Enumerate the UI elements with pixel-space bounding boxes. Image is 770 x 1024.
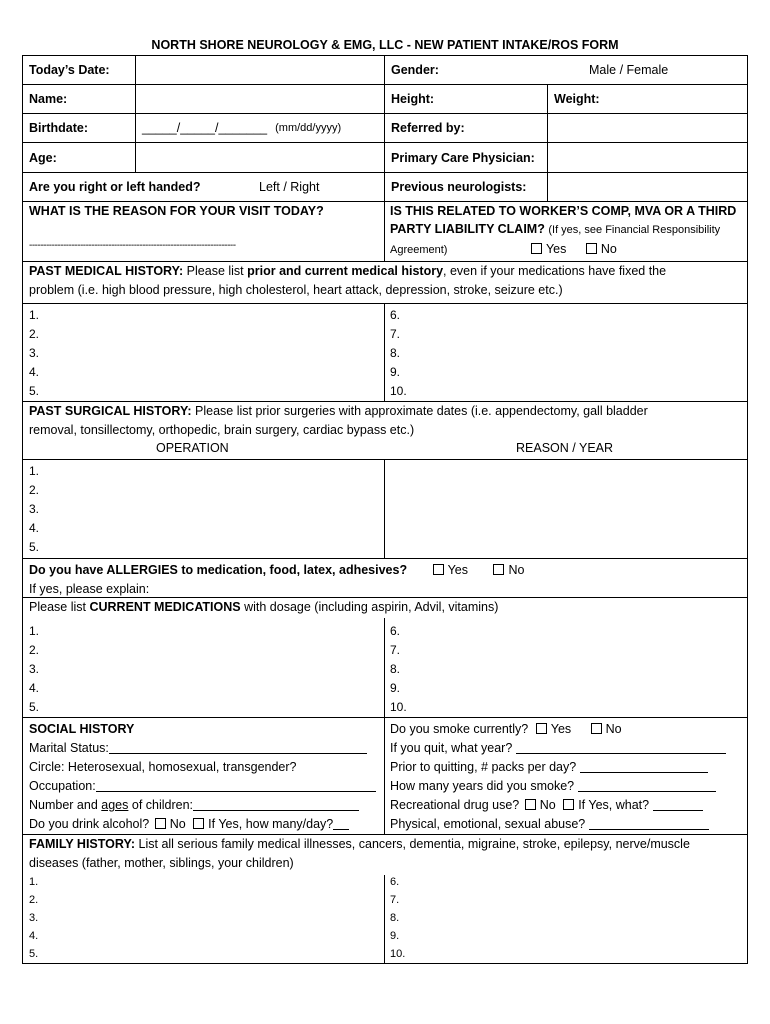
occupation-field[interactable] [96, 779, 376, 792]
drug-yes-checkbox[interactable] [563, 799, 574, 810]
abuse-field[interactable] [589, 817, 709, 830]
birthdate-blank: _____/_____/_______ [142, 121, 268, 135]
drug-field[interactable] [653, 798, 703, 811]
alcohol-no-label: No [169, 817, 186, 831]
row-handed [23, 173, 747, 202]
handed-options[interactable]: Left / Right [259, 180, 320, 194]
family-item-10[interactable]: 10. [390, 948, 406, 960]
gender-label: Gender: [391, 63, 439, 77]
age-label: Age: [29, 150, 57, 165]
claim-question-line1: IS THIS RELATED TO WORKER’S COMP, MVA OR A THIRD [390, 204, 737, 218]
drug-question: Recreational drug use? [390, 798, 520, 812]
pcp-field[interactable] [548, 143, 748, 172]
drug-no-label: No [539, 798, 556, 812]
family-text-2: diseases (father, mother, siblings, your children) [29, 856, 294, 870]
birthdate-format: (mm/dd/yyyy) [275, 122, 342, 134]
children-label-1: Number and [29, 798, 98, 812]
todays-date-label: Today’s Date: [29, 63, 110, 77]
smoke-yes-label: Yes [550, 722, 572, 736]
claim-note-2: Agreement) [390, 244, 448, 256]
meds-item-8[interactable]: 8. [390, 662, 401, 676]
family-text-1: List all serious family medical illnesses, cancers, dementia, migraine, stroke, epilepsy, nerve/muscle [138, 837, 690, 851]
smoke-yes-option[interactable] [532, 722, 571, 736]
social-heading: SOCIAL HISTORY [29, 722, 135, 736]
gender-options[interactable]: Male / Female [589, 63, 669, 77]
alcohol-yes-label: If Yes, how many/day? [208, 817, 334, 831]
pmh-item-7[interactable]: 7. [390, 327, 401, 341]
abuse-question: Physical, emotional, sexual abuse? [390, 817, 586, 831]
family-item-8[interactable]: 8. [390, 912, 400, 924]
psh-text-2: removal, tonsillectomy, orthopedic, brain surgery, cardiac bypass etc.) [29, 423, 415, 437]
drug-no-checkbox[interactable] [525, 799, 536, 810]
weight-label: Weight: [554, 92, 600, 106]
row-name-height [23, 85, 747, 114]
pmh-item-5[interactable]: 5. [29, 384, 40, 398]
meds-item-1[interactable]: 1. [29, 624, 40, 638]
family-item-3[interactable]: 3. [29, 912, 39, 924]
orientation-question[interactable]: Circle: Heterosexual, homosexual, transgender? [29, 760, 297, 774]
claim-no-checkbox[interactable] [586, 243, 597, 254]
pmh-item-10[interactable]: 10. [390, 384, 407, 398]
pcp-label: Primary Care Physician: [391, 150, 535, 165]
psh-item-1[interactable]: 1. [29, 464, 40, 478]
meds-item-9[interactable]: 9. [390, 681, 401, 695]
pmh-item-1[interactable]: 1. [29, 308, 40, 322]
children-label-ages: ages [101, 798, 129, 812]
pmh-text-3: problem (i.e. high blood pressure, high cholesterol, heart attack, depression, stroke, seizure etc.) [29, 283, 563, 297]
section-current-medications [23, 598, 747, 718]
meds-item-4[interactable]: 4. [29, 681, 40, 695]
pmh-text-1: Please list [186, 264, 244, 278]
pmh-item-3[interactable]: 3. [29, 346, 40, 360]
meds-text-2: with dosage (including aspirin, Advil, vitamins) [244, 600, 499, 614]
claim-question-line2: PARTY LIABILITY CLAIM? [390, 222, 545, 236]
allergies-explain[interactable]: If yes, please explain: [29, 582, 150, 596]
marital-field[interactable] [109, 741, 367, 754]
todays-date-field[interactable] [136, 56, 384, 84]
pmh-item-8[interactable]: 8. [390, 346, 401, 360]
allergies-no-checkbox[interactable] [493, 564, 504, 575]
allergies-yes-option[interactable] [423, 563, 468, 577]
quit-field[interactable] [516, 741, 726, 754]
smoke-no-checkbox[interactable] [591, 723, 602, 734]
family-item-2[interactable]: 2. [29, 894, 39, 906]
years-question: How many years did you smoke? [390, 779, 575, 793]
pmh-item-9[interactable]: 9. [390, 365, 401, 379]
family-item-6[interactable]: 6. [390, 876, 400, 888]
psh-col-operation: OPERATION [156, 441, 229, 455]
row-birthdate [23, 114, 747, 143]
meds-item-2[interactable]: 2. [29, 643, 40, 657]
alcohol-field[interactable] [333, 817, 349, 830]
referred-by-field[interactable] [548, 114, 748, 142]
alcohol-yes-option[interactable] [189, 817, 333, 831]
meds-item-3[interactable]: 3. [29, 662, 40, 676]
psh-heading: PAST SURGICAL HISTORY: [29, 404, 192, 418]
name-field[interactable] [136, 85, 384, 113]
claim-yes-option[interactable] [521, 242, 566, 256]
meds-item-5[interactable]: 5. [29, 700, 40, 714]
alcohol-no-option[interactable] [153, 817, 186, 831]
pmh-item-2[interactable]: 2. [29, 327, 40, 341]
birthdate-field[interactable] [136, 114, 384, 142]
allergies-no-label: No [508, 563, 525, 577]
prev-neuro-field[interactable] [548, 173, 748, 201]
allergies-question: Do you have ALLERGIES to medication, food, latex, adhesives? [29, 563, 408, 577]
psh-item-3[interactable]: 3. [29, 502, 40, 516]
occupation-label: Occupation: [29, 779, 96, 793]
family-item-9[interactable]: 9. [390, 930, 400, 942]
reason-question: WHAT IS THE REASON FOR YOUR VISIT TODAY? [29, 204, 324, 218]
smoke-yes-checkbox[interactable] [536, 723, 547, 734]
claim-yes-label: Yes [545, 242, 567, 256]
psh-col-reason: REASON / YEAR [516, 441, 614, 455]
claim-note: (If yes, see Financial Responsibility [548, 224, 721, 236]
children-label-2: of children: [131, 798, 194, 812]
row-date-gender [23, 56, 747, 85]
age-field[interactable] [136, 143, 384, 172]
allergies-no-option[interactable] [483, 563, 524, 577]
drug-yes-label: If Yes, what? [578, 798, 650, 812]
meds-item-7[interactable]: 7. [390, 643, 401, 657]
alcohol-yes-checkbox[interactable] [193, 818, 204, 829]
psh-text-1: Please list prior surgeries with approximate dates (i.e. appendectomy, gall bladder [195, 404, 648, 418]
alcohol-question: Do you drink alcohol? [29, 817, 150, 831]
row-age-pcp [23, 143, 747, 173]
allergies-yes-label: Yes [447, 563, 468, 577]
claim-yes-checkbox[interactable] [531, 243, 542, 254]
birthdate-label: Birthdate: [29, 121, 89, 135]
packs-field[interactable] [580, 760, 708, 773]
section-allergies [23, 559, 747, 598]
psh-item-5[interactable]: 5. [29, 540, 40, 554]
alcohol-no-checkbox[interactable] [155, 818, 166, 829]
pmh-item-4[interactable]: 4. [29, 365, 40, 379]
claim-no-label: No [600, 242, 617, 256]
pmh-heading: PAST MEDICAL HISTORY: [29, 264, 184, 278]
reason-dashes[interactable]: ------------------------------------------------------------------------- [29, 240, 236, 251]
packs-question: Prior to quitting, # packs per day? [390, 760, 577, 774]
prev-neuro-label: Previous neurologists: [391, 180, 527, 194]
years-field[interactable] [578, 779, 716, 792]
section-past-surgical-history [23, 402, 747, 559]
referred-by-label: Referred by: [391, 121, 465, 135]
meds-item-6[interactable]: 6. [390, 624, 401, 638]
smoke-no-label: No [605, 722, 622, 736]
family-item-5[interactable]: 5. [29, 948, 39, 960]
meds-text-bold: CURRENT MEDICATIONS [89, 600, 241, 614]
psh-item-4[interactable]: 4. [29, 521, 40, 535]
meds-text-1: Please list [29, 600, 86, 614]
section-social-history [23, 718, 747, 835]
handed-label: Are you right or left handed? [29, 180, 201, 194]
psh-item-2[interactable]: 2. [29, 483, 40, 497]
marital-label: Marital Status: [29, 741, 109, 755]
children-field[interactable] [193, 798, 359, 811]
smoke-no-option[interactable] [581, 722, 622, 736]
pmh-item-6[interactable]: 6. [390, 308, 401, 322]
intake-form [22, 55, 748, 964]
family-item-7[interactable]: 7. [390, 894, 400, 906]
drug-yes-option[interactable] [559, 798, 649, 812]
section-past-medical-history [23, 262, 747, 402]
quit-question: If you quit, what year? [390, 741, 513, 755]
meds-item-10[interactable]: 10. [390, 700, 407, 714]
pmh-text-bold: prior and current medical history [247, 264, 444, 278]
family-item-1[interactable]: 1. [29, 876, 39, 888]
drug-no-option[interactable] [523, 798, 556, 812]
smoke-question: Do you smoke currently? [390, 722, 529, 736]
form-title: NORTH SHORE NEUROLOGY & EMG, LLC - NEW PATIENT INTAKE/ROS FORM [151, 38, 619, 52]
section-family-history [23, 835, 747, 963]
row-reason [23, 202, 747, 262]
pmh-text-2: , even if your medications have fixed the [443, 264, 667, 278]
name-label: Name: [29, 92, 68, 106]
claim-no-option[interactable] [576, 242, 617, 256]
family-item-4[interactable]: 4. [29, 930, 39, 942]
height-label: Height: [391, 92, 435, 106]
family-heading: FAMILY HISTORY: [29, 837, 136, 851]
allergies-yes-checkbox[interactable] [433, 564, 444, 575]
